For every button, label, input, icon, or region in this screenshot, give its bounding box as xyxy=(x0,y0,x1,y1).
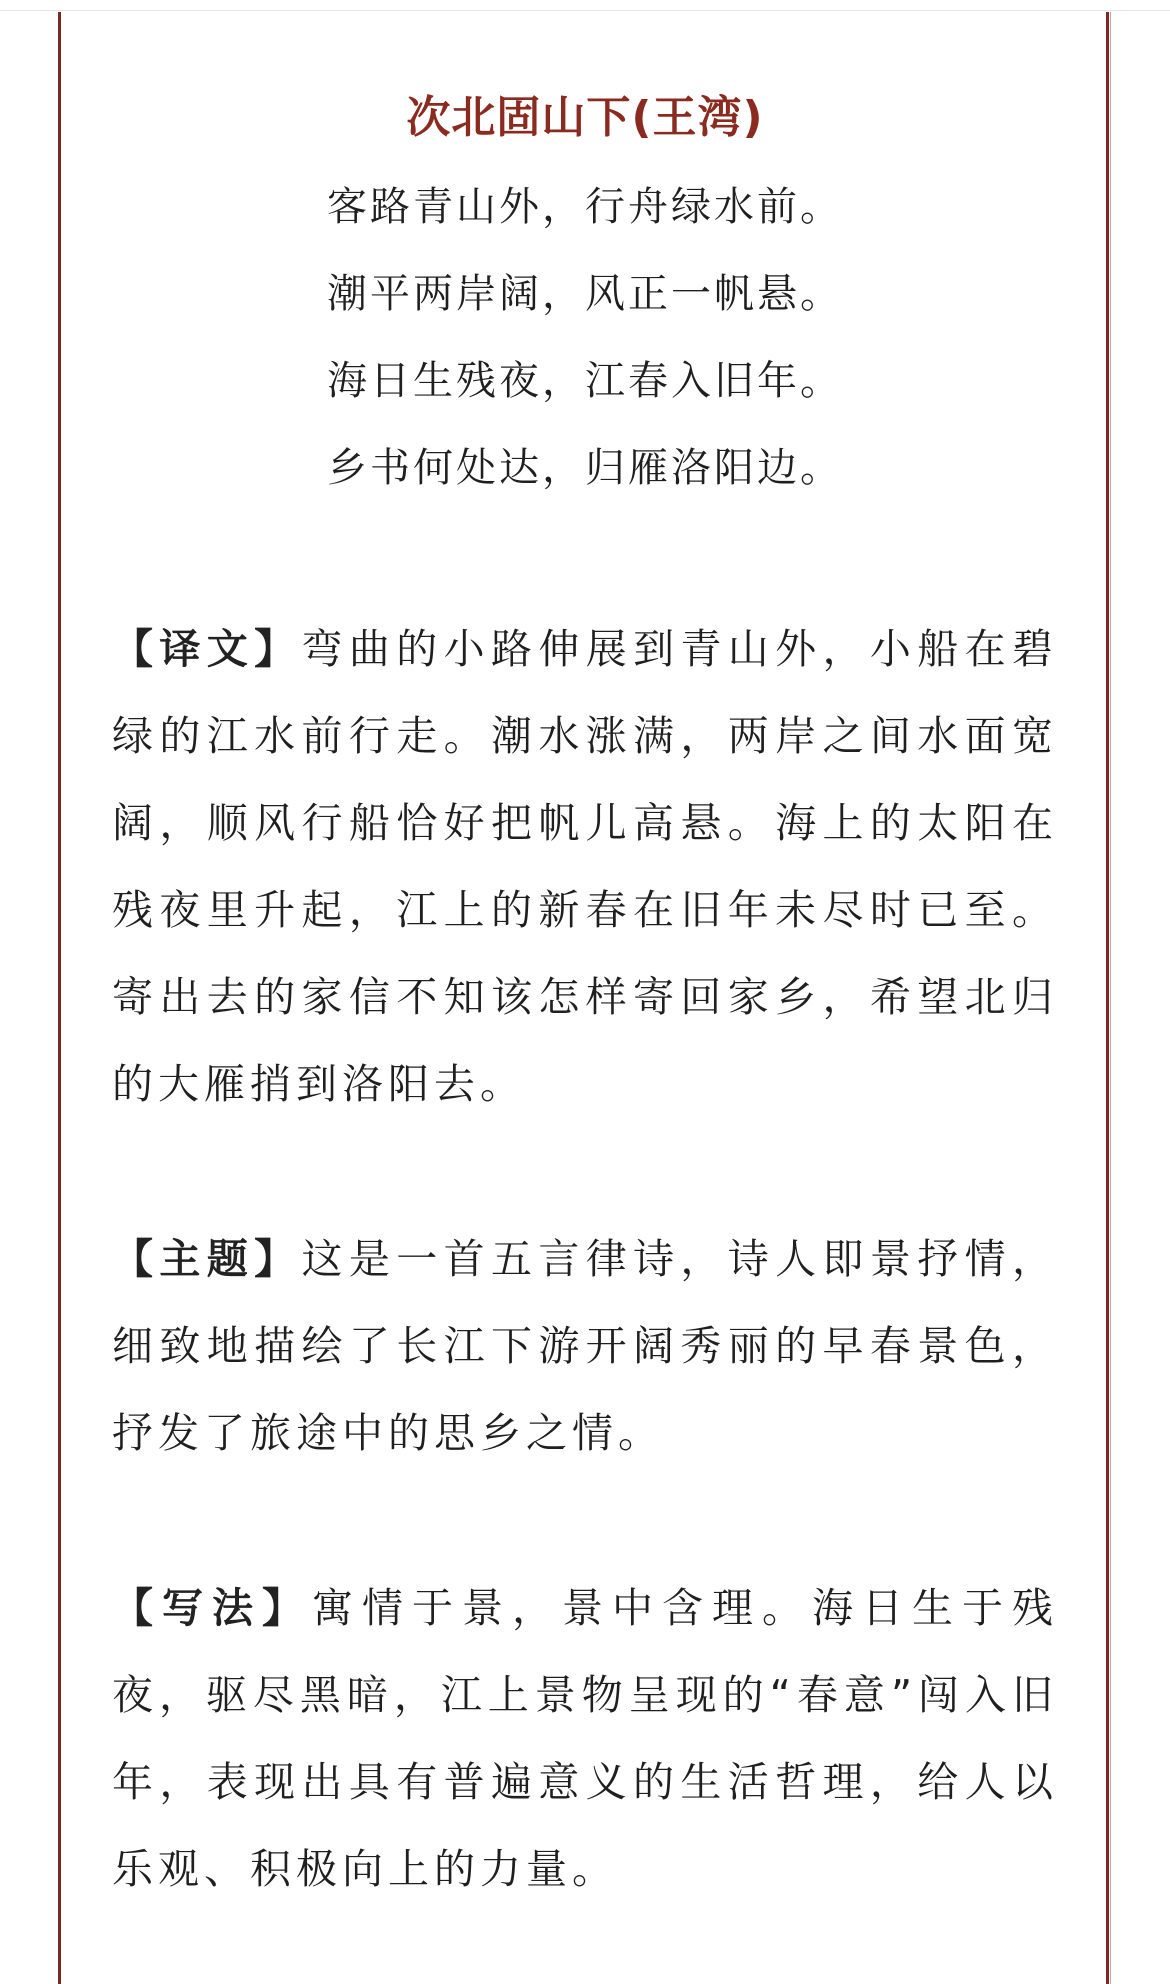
left-frame-border xyxy=(58,12,61,1984)
theme-section xyxy=(112,1216,1058,1477)
poem-line: 潮平两岸阔，风正一帆悬。 xyxy=(327,271,843,317)
translation-section xyxy=(112,606,1058,1128)
right-frame-border xyxy=(1106,12,1109,1984)
poem-line: 乡书何处达，归雁洛阳边。 xyxy=(327,445,843,491)
top-divider xyxy=(0,10,1170,11)
poem-body xyxy=(112,164,1058,512)
poem-line: 客路青山外，行舟绿水前。 xyxy=(327,184,843,230)
translation-tag: 【译文】 xyxy=(112,625,302,673)
technique-text: 寓情于景，景中含理。海日生于残夜，驱尽黑暗，江上景物呈现的“春意”闯入旧年，表现出具有普遍意义的生活哲理，给人以乐观、积极向上的力量。 xyxy=(112,1584,1058,1893)
theme-tag: 【主题】 xyxy=(112,1235,302,1283)
theme-text: 这是一首五言律诗，诗人即景抒情，细致地描绘了长江下游开阔秀丽的早春景色，抒发了旅途中的思乡之情。 xyxy=(112,1235,1059,1457)
technique-tag: 【写法】 xyxy=(112,1584,312,1632)
technique-section xyxy=(112,1565,1058,1913)
poem-line: 海日生残夜，江春入旧年。 xyxy=(327,358,843,404)
poem-title: 次北固山下(王湾) xyxy=(406,92,764,143)
document-content xyxy=(112,86,1058,1913)
right-frame-border-outer xyxy=(1110,12,1111,1984)
translation-text: 弯曲的小路伸展到青山外，小船在碧绿的江水前行走。潮水涨满，两岸之间水面宽阔，顺风行船恰好把帆儿高悬。海上的太阳在残夜里升起，江上的新春在旧年未尽时已至。寄出去的家信不知该怎样寄回家乡，希望北归的大雁捎到洛阳去。 xyxy=(112,625,1059,1108)
